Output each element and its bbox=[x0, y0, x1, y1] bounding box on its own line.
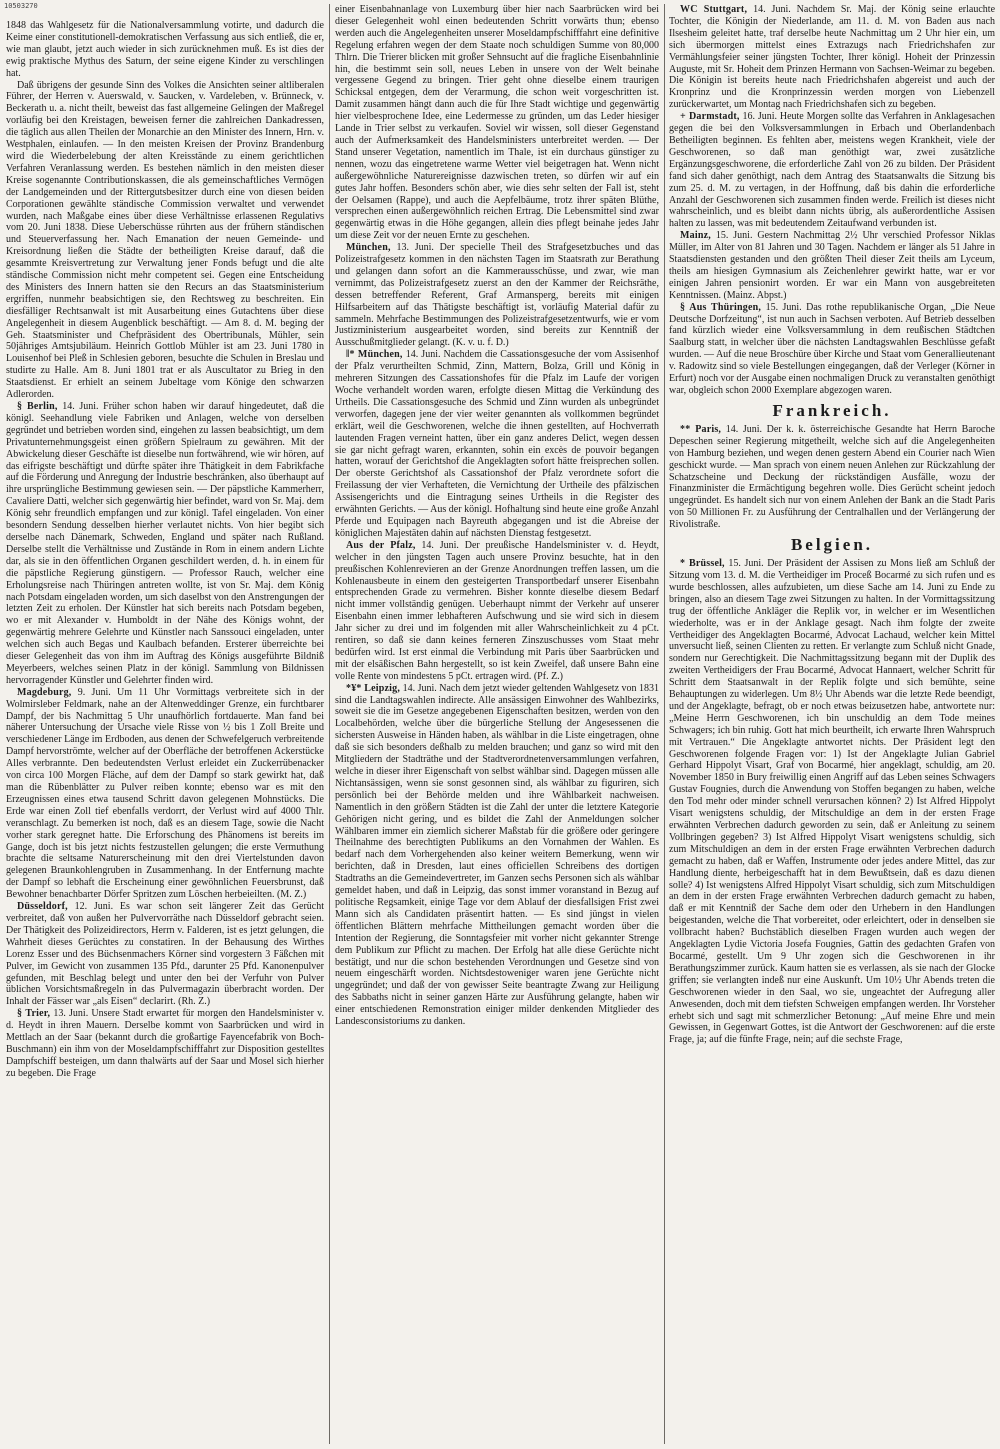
column-left bbox=[6, 20, 324, 1444]
article-duesseldorf bbox=[6, 901, 324, 1008]
section-heading-frankreich: Frankreich. bbox=[772, 400, 892, 420]
article-dateline: § Berlin, bbox=[17, 401, 58, 412]
article-body: 1848 das Wahlgesetz für die Nationalversammlung votirte, und dadurch die Keime einer constitutionell-demokratischen Verfassung aus sich entließ, die er, wie man glaubt, jetzt auch wieder in sich zurücknehmen muß. Es ist dies der ewig praktische Mythus des Saturn, der seine eigene Kinder zu verschlingen hat. bbox=[6, 20, 324, 79]
column-middle bbox=[335, 4, 659, 1445]
article-continuation bbox=[6, 20, 324, 80]
column-rule bbox=[664, 4, 665, 1444]
article-darmstadt bbox=[669, 111, 995, 230]
article-dateline: ** Paris, bbox=[680, 423, 722, 435]
article-dateline: § Aus Thüringen, bbox=[680, 301, 762, 313]
article-bruessel bbox=[669, 558, 995, 1046]
article-thueringen bbox=[669, 302, 995, 397]
column-right bbox=[669, 4, 995, 1445]
article-dateline: § Trier, bbox=[17, 1008, 51, 1020]
article-dateline: Aus der Pfalz, bbox=[346, 539, 416, 551]
article-mainz bbox=[669, 230, 995, 301]
page-id: 10503270 bbox=[4, 2, 38, 10]
article-dateline: Düsseldorf, bbox=[17, 901, 68, 913]
article-muenchen-13 bbox=[335, 242, 659, 349]
article-body: Daß übrigens der gesunde Sinn des Volkes die Ansichten seiner altliberalen Führer, der Herren v. Auerswald, v. Saucken, v. Vardeleben, v. Brünneck, v. Beckerath u. a. nicht theilt, beweist das fast allgemeine Gelingen der Maßregel vorläufig bei den Kreistagen, beweisen ferner die zahlreichen Dankadressen, die täglich aus allen Theilen der Monarchie an den Minister des Innern, Hrn. v. Westphalen, einlaufen. — In den meisten Kreisen der Provinz Brandenburg wird die Wiederbelebung der alten Kreisstände zu einem gerichtlichen Verfahren Veranlassung werden. Es bestehen nämlich in den meisten dieser Kreise sogenannte Contributionskassen, die als gemeinschaftliches Vermögen der Landgemeinden und der Rittergutsbesitzer durch eine von diesen beiden Corporationen gewählte ständische Commission verwaltet und verwendet wurden, nach Maßgabe eines über diese Verhältnisse erlassenen Regulativs vom 20. Juni 1838. Diese Ueberschüsse rührten aus der frühern ständischen und Steuerverfassung her. Nach Emanation der neuen Gemeinde- und Kreisordnung ließen die Städte der betheiligten Kreise darauf, daß die gesammte Kreisvertretung zur Verwaltung jener Fonds befugt und die alte ständische Commission nicht mehr competent sei. Gegen eine Entscheidung des Ministers des Innern hatten sie den Recurs an das Staatsministerium ergriffen, nunmehr beabsichtigen sie, den Rechtsweg zu beschreiten. Ein diesfälliger Rechtsanwalt ist mit Ausarbeitung eines Gutachtens über diese Angelegenheit in diesem Augenblick beschäftigt. — Am 8. d. M. beging der Geh. Staatsminister und Chefpräsident des Obertribunals, Mühler, sein 50jähriges Amtsjubiläum. Heinrich Gottlob Mühler ist am 23. Juni 1780 in Louisenhof bei Pleß in Schlesien geboren, besuchte die Schulen in Breslau und studirte zu Halle. Am 8. Juni 1801 trat er als Auscultator zu Brieg in den Staatsdienst. Er erhielt an seinem Jubeltage vom Könige den schwarzen Adlerorden. bbox=[6, 79, 324, 401]
article-dateline: * Brüssel, bbox=[680, 558, 725, 570]
article-dateline: *¥* Leipzig, bbox=[346, 682, 401, 694]
article-leipzig bbox=[335, 683, 659, 1028]
article-body: 9. Juni. Um 11 Uhr Vormittags verbreitete sich in der Wolmirsleber Feldmark, nahe an der Altenweddinger Grenze, ein furchtbarer Dampf, der bis Nachmittag 5 Uhr unaufhörlich fortdauerte. Man fand bei näherer Untersuchung der Ursache viele Risse von ½ bis 1 Zoll Breite und verschiedener Länge im Erdboden, aus denen der Schwefelgeruch verbreitende Dampf hervorströmte, welcher auf der Oberfläche der betroffenen Ackerstücke Alles verbrannte. Den bedeutendsten Verlust erleidet ein Zuckerrübenacker von circa 100 Morgen Fläche, auf dem der Dampf so stark gewirkt hat, daß man die Rübenblätter zu Pulver reiben konnte; ebenso war es mit den Erzeugnissen eines etwa tausend Schritt davon gelegenen Mohnstücks. Die Erde war einen Zoll tief ebenfalls verdorrt, der Verlust wird auf 4000 Thlr. veranschlagt. Zu bemerken ist noch, daß es an diesem Tage, sowie die Nacht vorher stark geregnet hatte. Die Erforschung des Phänomens ist bereits im Gange, doch ist bis jetzt nichts festzustellen gelungen; die erste Vermuthung brachte die seltsame Naturerscheinung mit den drei Viertelstunden davon gelegenen Braunkohlengruben in Zusammenhang. In der Entfernung machte der Dampf so lebhaft die Erscheinung einer gewöhnlichen Feuersbrunst, daß Bewohner benachbarter Dörfer Spritzen zum Löschen herbeieilten. (M. Z.) bbox=[6, 686, 324, 901]
article-body: 14. Juni. Der k. k. österreichische Gesandte hat Herrn Baroche Depeschen seiner Regierung mitgetheilt, welche sich auf die Angelegenheiten von Hamburg beziehen, und wegen denen gestern Abend ein Courier nach Wien geschickt wurde. — Man sprach von einem neuen Anlehen zur Rückzahlung der Schatzscheine und Deckung der rückständigen Ausfälle, wozu der Finanzminister die Ermächtigung begehren wolle. Dies Gerücht scheint jedoch ungegründet. Es handelt sich nur von einem Anlehen der Bank an die Stadt Paris von 50 Millionen Fr. zu Ausführung der Centralhallen und der Verlängerung der Rivolistraße. bbox=[669, 423, 995, 531]
article-dateline: + Darmstadt, bbox=[680, 111, 740, 123]
article-body: 14. Juni. Nach dem jetzt wieder geltenden Wahlgesetz von 1831 sind die Landtagswahlen indirecte. Alle ansässigen Einwohner des Wahlbezirks, soweit sie die im Gesetze angegebenen Eigenschaften besitzen, werden von den Localbehörden, welche über die bürgerliche Stellung der Angesessenen die sichersten Ausweise in Händen haben, als wählbar in die Liste eingetragen, ohne daß sie sich besonders deßhalb zu melden brauchen; und ganz so wird mit den Mitgliedern der Stadträthe und der Stadtverordnetenversammlungen verfahren, welche in dieser ihrer Eigenschaft von selbst wählbar sind. Dagegen müssen alle Nichtansässigen, wenn sie sonst gesonnen sind, als wählbar zu figuriren, sich persönlich bei der Behörde melden und ihre Wählbarkeit nachweisen. Namentlich in den größern Städten ist die Zahl der unter die letztere Kategorie Gehörigen nicht gering, und es bildet die Zahl der Anmeldungen solcher Wählbaren immer ein ziemlich sicherer Maßstab für die größere oder geringere Theilnahme des berechtigten Publikums an den Vornahmen der Wahlen. Es bedarf nach dem Vorhergehenden also keiner weitern Bemerkung, wenn wir berichten, daß in Dresden, laut eines officiellen Schreibens des dortigen Stadtraths an die Gemeindevertreter, im Ganzen sechs Personen sich als wählbar gemeldet haben, und daß in Leipzig, das sonst immer voranstand in Bezug auf politische Regsamkeit, einige Tage vor dem Ablauf der diesfallsigen Frist zwei Mann sich als Candidaten präsentirt hatten. — Es sind jüngst in vielen öffentlichen Blättern mehrfache Mittheilungen gemacht worden über die Intention der Regierung, die Sonntagsfeier mit vorher nicht gekannter Strenge dem Publikum zur Pflicht zu machen. Der Erfolg hat alle diese Gerüchte nicht bestätigt, und nur die schon bestehenden Verordnungen und Gesetze sind von neuem eingeschärft worden. Nichtsdestoweniger waren jene Gerüchte nicht ungegründet; und daß der von gewisser Seite beantragte Zwang zur Heiligung des Sabbaths nicht in seiner ganzen Härte zur Ausführung gelangte, haben wir einer entschiedenen Remonstration einiger milder denkenden Mitglieder des Landesconsistoriums zu danken. bbox=[335, 682, 659, 1028]
article-magdeburg bbox=[6, 687, 324, 901]
article-body: 15. Juni. Das rothe republikanische Organ, „Die Neue Deutsche Dorfzeitung“, ist nun auch in Sachsen verboten. Auf Betrieb desselben fand kürzlich wieder eine Volksversammlung in dem reußischen Städtchen Saalburg statt, in welcher über die nächsten Landtagswahlen Beschlüsse gefaßt wurden. — Auf die neue Broschüre über Kirche und Staat vom Generallieutenant v. Radowitz sind so viele Bestellungen eingegangen, daß der Verleger (Körner in Erfurt) noch vor der Ausgabe einen nochmaligen Druck zu veranstalten genöthigt war, obgleich schon 2000 Exemplare abgezogen waren. bbox=[669, 301, 995, 396]
article-dateline: ‖* München, bbox=[346, 349, 403, 361]
article-dateline: Mainz, bbox=[680, 230, 711, 242]
article-paris bbox=[669, 424, 995, 531]
article-body: 14. Juni. Der preußische Handelsminister v. d. Heydt, welcher in den jüngsten Tagen auch unsere Provinz besuchte, hat in den preußischen Kohlenrevieren an der Grenze Anordnungen treffen lassen, um die Kohlenausbeute in einem den gesteigerten Transportbedarf unserer Eisenbahn entsprechenden Grade zu vermehren. Bisher konnte dieselbe diesem Bedarf nicht immer vollständig genügen. Ueberhaupt nimmt der Verkehr auf unserer Eisenbahn einen immer lebhafteren Aufschwung und sie wird sich in diesem Jahr sicher zu drei und im folgenden mit aller Wahrscheinlichkeit zu 4 pCt. rentiren, so daß sie dann keines ferneren Zinszuschusses vom Staat mehr bedürfen wird. Ist erst einmal die Verbindung mit Paris über Saarbrücken und mit der elsäßischen Bahn hergestellt, so ist kein Zweifel, daß unsere Bahn eine volle Rente von mindestens 5 pCt. ertragen wird. (Pf. Z.) bbox=[335, 539, 659, 682]
article-pfalz bbox=[335, 540, 659, 683]
article-body: 16. Juni. Heute Morgen sollte das Verfahren in Anklagesachen gegen die bei den Volksversammlungen in Erbach und Oberlandenbach Betheiligten beginnen. Es fehlten aber, meistens wegen Krankheit, viele der Geschworenen, so daß man genöthigt war, zwei zusätzliche Ergänzungsgeschworene, die erforderliche Zahl von 26 zu bilden. Der Präsident fand sich daher genöthigt, nach dem Antrag des Staatsanwalts die Sitzung bis zum 25. d. M. zu vertagen, in der Hoffnung, daß bis dahin die erforderliche Anzahl der Geschworenen sich zusammen finden werde. Freilich ist dieses nicht wahrscheinlich, und es bleibt dann nichts übrig, als außerordentliche Assisen halten zu lassen, was mit bedeutendem Zeitaufwand verbunden ist. bbox=[669, 111, 995, 230]
article-body: 13. Juni. Der specielle Theil des Strafgesetzbuches und das Polizeistrafgesetz kommen in den nächsten Tagen im Staatsrath zur Berathung und gelangen dann sofort an die Kammerausschüsse, und zwar, wie man vernimmt, das Polizeistrafgesetz zuerst an den der Kammer der Reichsräthe, dessen betreffender Referent, Graf Armansperg, bereits mit einigen Hilfsarbeitern auf das Thätigste beschäftigt ist, vorläufig Material dafür zu sammeln. Mehrfache Bestimmungen des Polizeistrafgesetzentwurfs, wie er vom Justizministerium ausgearbeitet worden, sind bereits zur Kenntniß der Ausschußmitglieder gelangt. (K. v. u. f. D.) bbox=[335, 242, 659, 349]
article-muenchen-14 bbox=[335, 349, 659, 540]
article-trier bbox=[6, 1008, 324, 1079]
article-body: 15. Juni. Der Präsident der Assisen zu Mons ließ am Schluß der Sitzung vom 13. d. M. die Vertheidiger im Proceß Bocarmé zu sich rufen und es wurde beschlossen, alles aufzubieten, um diese Sache am 14. Juni zu Ende zu bringen, also an diesem Tage zwei Sitzungen zu halten. In der Vormittagssitzung trug der öffentliche Ankläger die Replik vor, in welcher er im Wesentlichen wiederholte, was er in der Anklage gesagt. Nach ihm folgte der zweite Vertheidiger des Angeklagten Bocarmé, Advocat Lachaud, welcher kein Mittel unversucht ließ, seinen Clienten zu retten. Er verlangte zum Schluß nicht Gnade, sondern nur Gerechtigkeit. Die Nachmittagssitzung begann mit der Duplik des zweiten Vertheidigers der Frau Bocarmé, Advocat Hannaert, welcher Schritt für Schritt dem Staatsanwalt in der Replik folgte und sich bemühte, seine Behauptungen zu widerlegen. Um 8½ Uhr Abends war die letzte Rede beendigt, und der Angeklagte, befragt, ob er noch etwas beizusetzen habe, antwortete nur: „Meine Herrn Geschworenen, ich bin unschuldig an dem Tode meines Schwagers; ich bin ruhig. Gott hat mich beurtheilt, ich erwarte Ihren Wahrspruch mit Vertrauen.“ Die Angeklagte antwortet nichts. Der Präsident legt den Geschworenen folgende Fragen vor: 1) Ist der Angeklagte Julian Gabriel Gerhard Hippolyt Visart, Graf von Bocarmé, hier angeklagt, schuldig, am 20. November 1850 in Bury freiwillig einen Angriff auf das Leben seines Schwagers Gustav Fougnies, durch die Anwendung von Stoffen begangen zu haben, welche den Tod mehr oder minder schnell verursachen können? 2) Ist Alfred Hippolyt Visart wenigstens schuldig, der Mitschuldige an dem in der ersten Frage erwähnten Verbrechen dadurch geworden zu sein, daß er Anleitung zu seinem Vollbringen gegeben? 3) Ist Alfred Hippolyt Visart wenigstens schuldig, sich zum Mitschuldigen an dem in der ersten Frage erwähnten Verbrechen dadurch gemacht zu haben, daß er Waffen, Instrumente oder jedes andere Mittel, das zur Handlung diente, herbeigeschafft hat in dem Bewußtsein, daß es dazu dienen solle? 4) Ist wenigstens Alfred Hippolyt Visart schuldig, sich zum Mitschuldigen an dem in der ersten Frage erwähnten Verbrechen dadurch gemacht zu haben, daß er mit Kenntniß der Sache dem oder den Urhebern in den Handlungen beigestanden, welche die That vorbereitet, oder erleichtert, oder in denselben sie vollbracht haben? Buchstäblich dieselben Fragen wurden auch wegen der Angeklagten Lydie Victoria Josefa Fougnies, Gattin des gedachten Grafen von Bocarmé, gestellt. Um 9 Uhr zogen sich die Geschworenen in ihr Berathungszimmer zurück. Kaum hatten sie es verlassen, als sie nach der Glocke griffen; sie verlangten indeß nur eine Auskunft. Um 10½ Uhr Abends treten die Geschworenen wieder in den Saal, wo sie, ungeachtet der Aufregung aller Anwesenden, doch mit dem tiefsten Schweigen empfangen werden. Ihr Vorsteher erhebt sich und sagt mit schmerzlicher Betonung: „Auf meine Ehre und mein Gewissen, in Gegenwart Gottes, ist die Antwort der Geschworenen: auf die erste Frage, ja; auf die fünfte Frage, nein; auf die sechste Frage, bbox=[669, 558, 995, 1046]
article-body: 14. Juni. Nachdem Sr. Maj. der König seine erlauchte Tochter, die Königin der Niederlande, am 11. d. M. von Baden aus nach Ilsesheim geleitet hatte, traf derselbe heute Nachmittag um 2 Uhr hier ein, um sich übermorgen mittelst eines Extrazugs nach Friedrichshafen zur Vermählungsfeier seiner jüngsten Tochter, Ihrer königl. Hoheit der Prinzessin Auguste, mit Sr. Hoheit dem Prinzen Hermann von Sachsen-Weimar zu begeben. Die Königin ist bereits heute nach Friedrichshafen abgereist und auch der Kronprinz und die Kronprinzessin werden morgen von Liebenzell zurückerwartet, um Montag nach Friedrichshafen sich zu begeben. bbox=[669, 4, 995, 111]
article-body: 13. Juni. Unsere Stadt erwartet für morgen den Handelsminister v. d. Heydt in ihren Mauern. Derselbe kommt von Saarbrücken und wird in Mettlach an der Saar (bekannt durch die großartige Fayencefabrik von Boch-Buschmann) ein ihm von der Moseldampfschifffahrt zur Disposition gestelltes Dampfschiff besteigen, um dann thalwärts auf der Saar und Mosel sich hierher zu begeben. Die Frage bbox=[6, 1008, 324, 1079]
article-body: 15. Juni. Gestern Nachmittag 2½ Uhr verschied Professor Niklas Müller, im Alter von 81 Jahren und 30 Tagen. Nachdem er länger als 51 Jahre in Staatsdiensten gestanden und den größten Theil dieser Zeit theils am Lyceum, theils am hiesigen Gymnasium als Zeichenlehrer gewirkt hatte, war er vor einigen Jahren pensionirt worden. Er war ein Mann von ausgebreiteten Kenntnissen. (Mainz. Abpst.) bbox=[669, 230, 995, 301]
article-body: 14. Juni. Früher schon haben wir darauf hingedeutet, daß die königl. Seehandlung viele Fabriken und Anlagen, welche von derselben gegründet und betrieben worden sind, eingehen zu lassen beabsichtigt, um dem Privatunternehmungsgeist einen größern Spielraum zu gewähren. Mit der Abwickelung dieser Geschäfte ist dieselbe nun fortwährend, wie wir hören, auf das eifrigste beschäftigt und dürfte später ihre Thätigkeit in dem Fabrikfache auf die Förderung und Anregung der Industrie beschränken, also überhaupt auf ihre ursprüngliche Bestimmung gewiesen sein. — Der päpstliche Kammerherr, Cavaliere Datti, welcher sich gegenwärtig hier befindet, ward von Sr. Maj. dem König sehr freundlich empfangen und zur königl. Tafel eingeladen. Von einer besondern Sendung desselben hierher verlautet nichts. Von hier begibt sich derselbe nach Dänemark, Schweden, England und später nach Rußland. Derselbe stellt die Verhältnisse und Zustände in Rom in einem andern Lichte dar, als sie in den öffentlichen Organen geschildert werden, d. h. in einem für die päpstliche Regierung günstigern. — Professor Rauch, welcher eine Erholungsreise nach Thüringen antreten wollte, ist von Sr. Maj. dem König nach Potsdam eingeladen worden, um sich daselbst von den Anstrengungen der letzten Zeit zu erholen. Der Künstler hat sich bereits nach Potsdam begeben, wo er mit Alexander v. Humboldt in der Nähe des Königs wohnt, der gegenwärtig mehrere Gelehrte und Künstler nach Sanssouci eingeladen, unter welchen sich auch Begas und Kaulbach befanden. Ersterer überreichte bei dieser Gelegenheit das von ihm im Auftrag des Königs ausgeführte Bildniß Meyerbeers, welches seinen Platz in der königl. Sammlung von Bildnissen hervorragender Künstler und Gelehrter finden wird. bbox=[6, 401, 324, 686]
article-dateline: München, bbox=[346, 242, 391, 254]
article-body: einer Eisenbahnanlage von Luxemburg über hier nach Saarbrücken wird bei dieser Gelegenheit wohl einen bedeutenden Schritt vorwärts thun; ebenso werden auch die Angelegenheiten unserer Moseldampfschifffahrt eine definitive Regelung erfahren wegen der dem Staate noch schuldigen Summe von 80,000 Thlrn. Die Trierer blicken mit großer Sehnsucht auf die fragliche Eisenbahnlinie hin, die bestimmt sein soll, neues Leben in unsere von der Welt beinahe vergessene Gegend zu bringen. Trier geht ohne dieselbe einem traurigen Schicksal entgegen, dem der Verarmung, die schon weit vorgeschritten ist. Damit zusammen hängt dann auch die für Ihre Stadt wichtige und gegenwärtig hier vielbesprochene Idee, eine Ledermesse zu gründen, um das Leder hiesiger Lande in Trier selbst zu verkaufen. Soviel wir wissen, soll dieser Gegenstand auch der Aufmerksamkeit des Handelsministers unterbreitet werden. — Der Stand unserer Vegetation, namentlich im Thale, ist ein durchaus günstiger zu nennen, wozu das eingetretene warme Wetter viel beigetragen hat. Wenn nicht außergewöhnliche Naturereignisse dazwischen treten, so dürfen wir auf ein gutes Jahr hoffen. Besonders schön aber, wie dies sehr selten der Fall ist, steht der Oelsamen (Rappe), und auch die Aepfelbäume, trotz ihrer späten Blüthe, versprechen einen außergewöhnlich reichen Ertrag. Die Lebensmittel sind zwar gegenwärtig etwas in die Höhe gegangen, allein dies pflegt beinahe jedes Jahr um diese Zeit vor der neuen Ernte zu geschehen. bbox=[335, 4, 659, 242]
article-berlin bbox=[6, 401, 324, 687]
article-dateline: Magdeburg, bbox=[17, 686, 72, 698]
article-body: 12. Juni. Es war schon seit längerer Zeit das Gerücht verbreitet, daß von außen her Pulvervorräthe nach Düsseldorf gebracht seien. Der Thätigkeit des Polizeidirectors, Herrn v. Falderen, ist es jetzt gelungen, die Wahrheit dieses Gerüchtes zu constatiren. In der Behausung des Wirthes Lorenz Esser und des Büchsenmachers Körner sind vorgestern 3 Fäßchen mit Pulver, im Gewicht von zusammen 135 Pfd., darunter 25 Pfd. Kanonenpulver gefunden, mit Beschlag belegt und unter den bei der Verfuhr von Pulver üblichen Vorsichtsmaßregeln in das Pulvermagazin überbracht worden. Der Inhalt der Fässer war „als Eisen“ declarirt. (Rh. Z.) bbox=[6, 901, 324, 1008]
article-body: 14. Juni. Nachdem die Cassationsgesuche der vom Assisenhof der Pfalz verurtheilten Schmid, Zinn, Mattern, Bolza, Grill und König in mehreren Sitzungen des Cassationshofes für die Pfalz im Laufe der vorigen Woche verhandelt worden waren, erfolgte diesen Mittag die Verkündung des Urtheils. Die Cassationsgesuche des Schmid und Zinn wurden als unbegründet verworfen, dagegen jene der vier weiter genannten als vollkommen begründet erklärt, weil die Geschworenen, welche die ihnen gestellten, auf Hochverrath lautenden Fragen verneint hatten, über ein ganz anderes Delict, wegen dessen sie gar nicht gefragt waren, erkannten, sohin ein excès de pouvoir begangen hatten, worauf der Gerichtshof die Angeklagten sofort hätte freisprechen sollen. Der oberste Gerichtshof als Cassationshof der Pfalz verordnete sofort die Freilassung der vier Verhafteten, die Vernichtung der Urtheile des pfälzischen Assisengerichts und die Eintragung seines Urtheils in die Register des erwähnten Gerichts. — Aus der königl. Hofhaltung sind heute eine große Anzahl Pferde und Equipagen nach Bayreuth abgegangen und ist die Abreise der königlichen Majestäten dahin auf nächsten Dienstag festgesetzt. bbox=[335, 349, 659, 539]
article-stuttgart bbox=[669, 4, 995, 111]
column-rule bbox=[329, 4, 330, 1444]
article-continuation bbox=[335, 4, 659, 242]
article-dateline: WC Stuttgart, bbox=[680, 4, 748, 15]
section-heading-belgien: Belgien. bbox=[790, 535, 874, 555]
article-paragraph bbox=[6, 80, 324, 401]
